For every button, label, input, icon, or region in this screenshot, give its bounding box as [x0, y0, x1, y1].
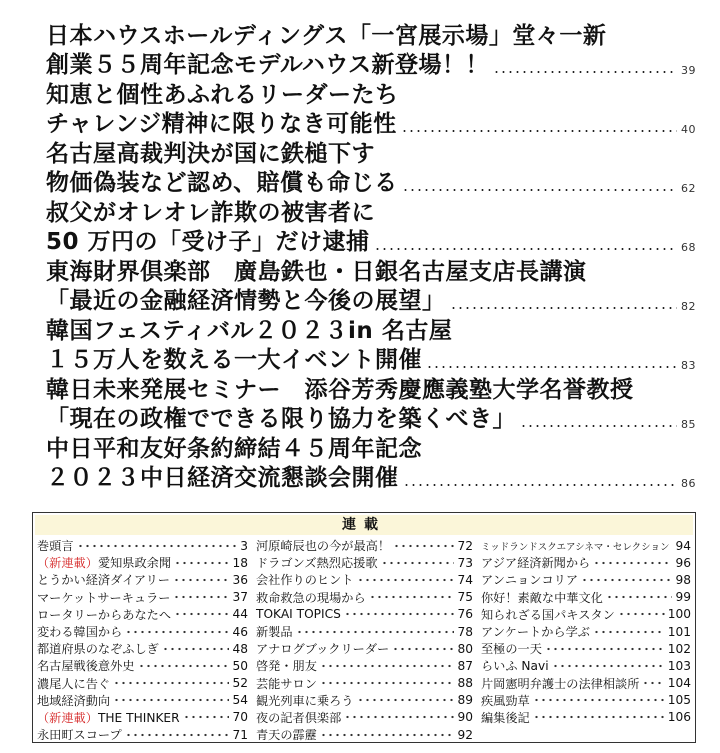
series-item-name: 青天の霹靂 — [256, 728, 317, 743]
headline-subtitle: １５万人を数える一大イベント開催 — [46, 347, 422, 373]
series-item-label — [481, 571, 578, 588]
dot-leader — [369, 594, 455, 600]
series-item-page: 3 — [240, 538, 248, 553]
series-item[interactable] — [37, 657, 248, 674]
series-item-name: 至極の一天 — [481, 642, 542, 657]
headline-entry[interactable] — [46, 199, 696, 258]
dot-leader — [402, 178, 677, 192]
series-item[interactable] — [37, 640, 248, 657]
series-item-page: 88 — [457, 676, 473, 691]
headline-title: 韓国フェスティバル２０２３in 名古屋 — [46, 318, 453, 344]
series-item-page: 54 — [232, 693, 248, 708]
series-item-page: 46 — [232, 624, 248, 639]
series-item-name: 你好！素敵な中華文化 — [481, 590, 603, 605]
series-item-page: 105 — [667, 693, 691, 708]
series-item-page: 90 — [457, 710, 473, 725]
series-item-label — [481, 589, 603, 606]
headline-line1 — [46, 258, 696, 287]
dot-leader — [357, 697, 455, 703]
series-item-label — [256, 640, 389, 657]
series-item-label — [37, 675, 110, 692]
headline-title: 中日平和友好条約締結４５周年記念 — [46, 436, 422, 462]
headline-line1 — [46, 22, 696, 51]
series-item[interactable] — [37, 571, 248, 588]
series-item-name: THE THINKER — [97, 710, 180, 725]
dot-leader — [174, 560, 229, 566]
series-column-2 — [252, 537, 477, 743]
dot-leader — [403, 473, 678, 487]
series-item-label — [481, 606, 615, 623]
headline-line2 — [46, 346, 696, 375]
series-item-name: 新製品 — [256, 625, 293, 640]
headline-title: 東海財界倶楽部 廣島鉄也・日銀名古屋支店長講演 — [46, 259, 587, 285]
series-item-page: 101 — [667, 624, 691, 639]
dot-leader — [581, 577, 672, 583]
series-item-label — [37, 537, 74, 554]
series-item-label — [481, 692, 530, 709]
series-item-label — [256, 571, 354, 588]
series-item-label — [481, 709, 530, 726]
dot-leader — [533, 714, 665, 720]
series-item[interactable] — [481, 537, 691, 554]
series-item-label — [37, 589, 170, 606]
series-item-page: 72 — [457, 538, 473, 553]
dot-leader — [173, 577, 230, 583]
series-item[interactable] — [37, 554, 248, 571]
headline-entry[interactable] — [46, 22, 696, 81]
series-item[interactable] — [481, 554, 691, 571]
dot-leader — [381, 560, 455, 566]
series-item[interactable] — [256, 657, 473, 674]
dot-leader — [296, 629, 455, 635]
headline-subtitle: 「現在の政権でできる限り協力を築くべき」 — [46, 406, 516, 432]
series-item-page: 37 — [232, 590, 248, 605]
series-item[interactable] — [37, 623, 248, 640]
series-item-label — [256, 589, 366, 606]
series-item-label — [256, 675, 317, 692]
dot-leader — [450, 296, 678, 310]
series-item-label — [37, 692, 110, 709]
headline-entry[interactable] — [46, 140, 696, 199]
series-item[interactable] — [37, 726, 248, 743]
series-box — [32, 512, 696, 743]
series-item-name: 片岡憲明弁護士の法律相談所 — [481, 676, 640, 691]
series-item-name: 変わる韓国から — [37, 625, 123, 640]
series-item-page: 44 — [232, 607, 248, 622]
dot-leader — [183, 714, 230, 720]
series-item[interactable] — [256, 709, 473, 726]
headline-entry[interactable] — [46, 317, 696, 376]
headline-entry[interactable] — [46, 258, 696, 317]
dot-leader — [593, 560, 672, 566]
headline-title: 知恵と個性あふれるリーダーたち — [46, 82, 399, 108]
page-number: 86 — [681, 477, 696, 490]
series-item-label — [37, 571, 170, 588]
series-item[interactable] — [481, 571, 691, 588]
dot-leader — [520, 414, 677, 428]
headline-line1 — [46, 317, 696, 346]
dot-leader — [392, 646, 454, 652]
series-item-name: ドラゴンズ熱烈応援歌 — [256, 556, 378, 571]
dot-leader — [393, 543, 454, 549]
headline-subtitle: 物価偽装など認め、賠償も命じる — [46, 170, 398, 196]
new-series-tag: （新連載） — [37, 710, 98, 725]
series-item-name: 夜の記者倶楽部 — [256, 710, 342, 725]
headline-line2 — [46, 51, 696, 80]
dot-leader — [113, 697, 229, 703]
series-item-page: 103 — [667, 658, 691, 673]
series-columns — [33, 537, 695, 743]
headline-line2 — [46, 169, 696, 198]
headline-line2 — [46, 110, 696, 139]
new-series-tag: （新連載） — [37, 556, 98, 571]
series-item[interactable] — [481, 606, 691, 623]
headline-title: 叔父がオレオレ詐欺の被害者に — [46, 200, 375, 226]
dot-leader — [642, 680, 664, 686]
page-number: 83 — [681, 359, 696, 372]
series-item-label — [256, 692, 354, 709]
headline-subtitle: 50 万円の「受け子」だけ逮捕 — [46, 229, 370, 255]
headline-line2 — [46, 287, 696, 316]
series-item-page: 104 — [667, 676, 691, 691]
series-item-label — [256, 554, 378, 571]
series-item-label — [481, 657, 549, 674]
series-item-page: 73 — [457, 555, 473, 570]
series-item-name: アジア経済新聞から — [481, 556, 591, 571]
series-column-1 — [33, 537, 252, 743]
series-item-label — [256, 607, 341, 621]
series-item-name: とうかい経済ダイアリー — [37, 573, 170, 588]
headline-line1 — [46, 435, 696, 464]
series-item-page: 92 — [457, 727, 473, 742]
headline-subtitle: ２０２３中日経済交流懇談会開催 — [46, 465, 399, 491]
dot-leader — [344, 611, 455, 617]
series-item[interactable] — [481, 657, 691, 674]
series-item-page: 18 — [232, 555, 248, 570]
series-item-name: 名古屋戦後意外史 — [37, 659, 135, 674]
series-item-label — [481, 539, 669, 553]
series-item-name: 疾風勁草 — [481, 693, 530, 708]
series-column-3 — [477, 537, 695, 743]
dot-leader — [606, 594, 673, 600]
series-item[interactable] — [481, 589, 691, 606]
series-item-page: 78 — [457, 624, 473, 639]
series-item-name: ロータリーからあなたへ — [37, 607, 172, 622]
page-number: 62 — [681, 182, 696, 195]
series-item-label — [256, 709, 341, 726]
series-item[interactable] — [256, 726, 473, 743]
series-item-name: TOKAI TOPICS — [256, 607, 341, 622]
series-item-label — [37, 657, 135, 674]
series-item[interactable] — [481, 692, 691, 709]
series-item-name: 愛知県政余聞 — [97, 556, 172, 571]
dot-leader — [174, 611, 229, 617]
series-item-name: アナログブックリーダー — [256, 642, 390, 657]
series-item-label — [481, 640, 542, 657]
series-item-page: 70 — [232, 710, 248, 725]
series-item[interactable] — [37, 606, 248, 623]
dot-leader — [618, 611, 665, 617]
dot-leader — [545, 646, 665, 652]
dot-leader — [493, 60, 677, 74]
dot-leader — [320, 663, 455, 669]
page-number: 85 — [681, 418, 696, 431]
series-item[interactable] — [37, 675, 248, 692]
dot-leader — [113, 680, 229, 686]
dot-leader — [357, 577, 455, 583]
series-item-page: 87 — [457, 658, 473, 673]
series-item-page: 74 — [457, 572, 473, 587]
series-item[interactable] — [481, 623, 691, 640]
series-item[interactable] — [37, 589, 248, 606]
series-item-name: 地域経済動向 — [37, 693, 111, 708]
series-item-page: 80 — [457, 641, 473, 656]
headline-title: 名古屋高裁判決が国に鉄槌下す — [46, 141, 375, 167]
dot-leader — [173, 594, 229, 600]
series-item[interactable] — [481, 675, 691, 692]
headline-subtitle: チャレンジ精神に限りなき可能性 — [46, 111, 397, 137]
series-item-label — [256, 657, 317, 674]
series-item-page: 99 — [675, 590, 691, 605]
headline-subtitle: 創業５５周年記念モデルハウス新登場！！ — [46, 52, 490, 78]
headline-line1 — [46, 140, 696, 169]
series-item[interactable] — [256, 554, 473, 571]
series-item-name: 河原崎辰也の今が最高！ — [256, 539, 391, 554]
dot-leader — [426, 355, 677, 369]
series-item-name: 巻頭言 — [37, 539, 74, 554]
dot-leader — [162, 646, 230, 652]
series-item[interactable] — [256, 640, 473, 657]
headline-entry[interactable] — [46, 435, 696, 494]
headline-entry[interactable] — [46, 81, 696, 140]
series-item-name: 知られざる国パキスタン — [481, 607, 615, 622]
series-item-label — [256, 623, 293, 640]
series-item-page: 50 — [232, 658, 248, 673]
dot-leader — [138, 663, 230, 669]
headline-line1 — [46, 199, 696, 228]
series-item[interactable] — [37, 709, 248, 726]
dot-leader — [320, 680, 455, 686]
series-item-name: 救命救急の現場から — [256, 590, 366, 605]
headline-line2 — [46, 228, 696, 257]
dot-leader — [125, 732, 230, 738]
series-item-name: 啓発・朋友 — [256, 659, 317, 674]
dot-leader — [533, 697, 665, 703]
series-item-label — [481, 623, 590, 640]
series-item[interactable] — [256, 606, 473, 623]
series-item-name: アンケートから学ぶ — [481, 625, 590, 640]
headline-subtitle: 「最近の金融経済情勢と今後の展望」 — [46, 288, 446, 314]
series-item-name: 都道府県のなぞふしぎ — [37, 642, 159, 657]
series-item-label — [37, 640, 159, 657]
series-item-page: 52 — [232, 676, 248, 691]
dot-leader — [552, 663, 665, 669]
series-item-name: 会社作りのヒント — [256, 573, 354, 588]
series-item-page: 71 — [232, 727, 248, 742]
series-item-name: 編集後記 — [481, 710, 530, 725]
series-item-page: 76 — [457, 607, 473, 622]
dot-leader — [374, 237, 677, 251]
dot-leader — [593, 629, 665, 635]
dot-leader — [401, 119, 677, 133]
series-item[interactable] — [256, 589, 473, 606]
series-item-page: 102 — [667, 641, 691, 656]
series-item-label — [37, 623, 122, 640]
series-item-name: マーケットサーキュラー — [37, 590, 171, 605]
series-item-label — [481, 675, 639, 692]
series-item[interactable] — [256, 623, 473, 640]
headline-line1 — [46, 376, 696, 405]
page-number: 82 — [681, 300, 696, 313]
headline-line2 — [46, 464, 696, 493]
series-item-name: 観光列車に乗ろう — [256, 693, 354, 708]
series-item-page: 89 — [457, 693, 473, 708]
series-item-name: らいふ Navi — [481, 659, 549, 674]
headline-title: 日本ハウスホールディングス「一宮展示場」堂々一新 — [46, 23, 607, 49]
page-number: 39 — [681, 64, 696, 77]
series-item[interactable] — [256, 537, 473, 554]
series-item[interactable] — [37, 692, 248, 709]
dot-leader — [77, 543, 238, 549]
series-item-label — [37, 606, 171, 623]
dot-leader — [125, 629, 229, 635]
series-item[interactable] — [481, 640, 691, 657]
page-number: 68 — [681, 241, 696, 254]
series-item-page: 48 — [232, 641, 248, 656]
series-item-page: 106 — [667, 710, 691, 725]
dot-leader — [344, 714, 454, 720]
page-number: 40 — [681, 123, 696, 136]
headline-entry[interactable] — [46, 376, 696, 435]
dot-leader — [320, 732, 455, 738]
series-item-page: 96 — [675, 555, 691, 570]
series-item-label — [256, 726, 317, 743]
series-item-name: アンニョンコリア — [481, 573, 579, 588]
series-item-label — [37, 709, 180, 726]
series-item-label — [37, 554, 171, 571]
series-item[interactable] — [256, 675, 473, 692]
series-item[interactable] — [37, 537, 248, 554]
series-title: 連載 — [35, 515, 693, 535]
series-item-name: ミッドランドスクエアシネマ・セレクション — [481, 541, 670, 553]
series-item-page: 100 — [667, 607, 691, 622]
series-item-page: 94 — [675, 538, 691, 553]
series-item-label — [37, 726, 122, 743]
series-item[interactable] — [256, 571, 473, 588]
headline-line1 — [46, 81, 696, 110]
series-item-name: 永田町スコープ — [37, 728, 122, 743]
series-item-page: 98 — [675, 572, 691, 587]
series-item-page: 75 — [457, 590, 473, 605]
series-item-name: 芸能サロン — [256, 676, 317, 691]
series-item-label — [481, 554, 590, 571]
headline-list — [46, 22, 696, 494]
headline-line2 — [46, 405, 696, 434]
headline-title: 韓日未来発展セミナー 添谷芳秀慶應義塾大学名誉教授 — [46, 377, 634, 403]
series-item-label — [256, 537, 390, 554]
series-item[interactable] — [481, 709, 691, 726]
series-item[interactable] — [256, 692, 473, 709]
series-item-name: 濃尾人に告ぐ — [37, 676, 111, 691]
series-item-page: 36 — [232, 572, 248, 587]
